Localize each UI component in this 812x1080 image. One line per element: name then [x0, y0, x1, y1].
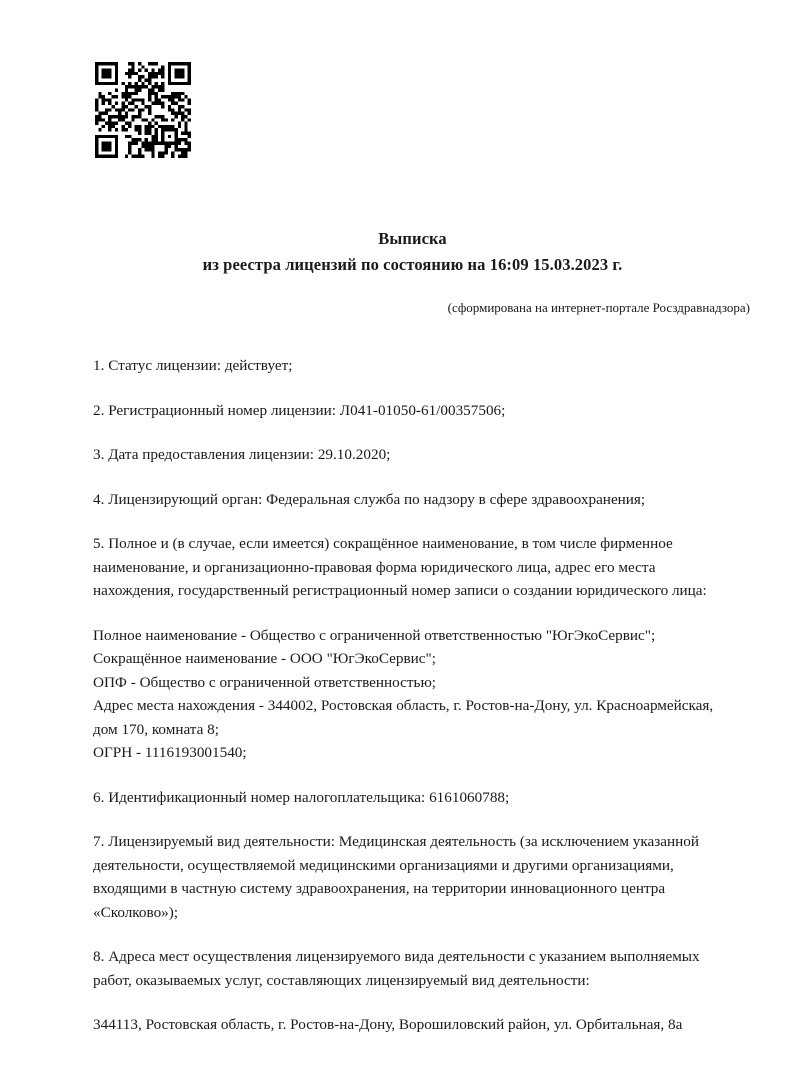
- item-activity-type: 7. Лицензируемый вид деятельности: Медицинская деятельность (за исключением указанной деятельности, осуществляемой медицинскими организациями и другими организациями, входящими в частную систему здравоохранения, на территории инновационного центра «Сколково»);: [93, 833, 699, 921]
- entity-full-name: Полное наименование - Общество с ограниченной ответственностью "ЮгЭкоСервис";: [93, 626, 656, 644]
- item-inn: 6. Идентификационный номер налогоплательщика: 6161060788;: [93, 788, 510, 806]
- entity-ogrn: ОГРН - 1116193001540;: [93, 744, 247, 761]
- item-issue-date: 3. Дата предоставления лицензии: 29.10.2020;: [93, 446, 391, 463]
- document-body: [93, 354, 772, 1037]
- item-licensing-authority: 4. Лицензирующий орган: Федеральная служба по надзору в сфере здравоохранения;: [93, 490, 646, 508]
- document-title: [93, 226, 772, 278]
- item-entity-info-header: 5. Полное и (в случае, если имеется) сокращённое наименование, в том числе фирменное наименование, и организационно-правовая форма юридического лица, адрес его места нахождения, государственный регистрационный номер записи о создании юридического лица:: [93, 535, 707, 599]
- item-status: 1. Статус лицензии: действует;: [93, 357, 293, 374]
- qr-code-image: [95, 62, 191, 158]
- title-line-1: Выписка: [378, 229, 447, 248]
- title-line-2: из реестра лицензий по состоянию на 16:09 15.03.2023 г.: [202, 255, 623, 274]
- qr-code: [95, 62, 191, 158]
- item-reg-number: 2. Регистрационный номер лицензии: Л041-01050-61/00357506;: [93, 401, 506, 419]
- entity-short-name: Сокращённое наименование - ООО "ЮгЭкоСервис";: [93, 650, 436, 667]
- item-address-1: 344113, Ростовская область, г. Ростов-на-Дону, Ворошиловский район, ул. Орбитальная, 8а: [93, 1016, 683, 1033]
- item-addresses-header: 8. Адреса мест осуществления лицензируемого вида деятельности с указанием выполняемых работ, оказываемых услуг, составляющих лицензируемый вид деятельности:: [93, 948, 700, 989]
- entity-details: [93, 624, 736, 765]
- document-subtitle: (сформирована на интернет-портале Росздравнадзора): [447, 300, 750, 315]
- entity-legal-form: ОПФ - Общество с ограниченной ответственностью;: [93, 673, 437, 691]
- entity-address: Адрес места нахождения - 344002, Ростовская область, г. Ростов-на-Дону, ул. Красноармейская, дом 170, комната 8;: [93, 697, 714, 738]
